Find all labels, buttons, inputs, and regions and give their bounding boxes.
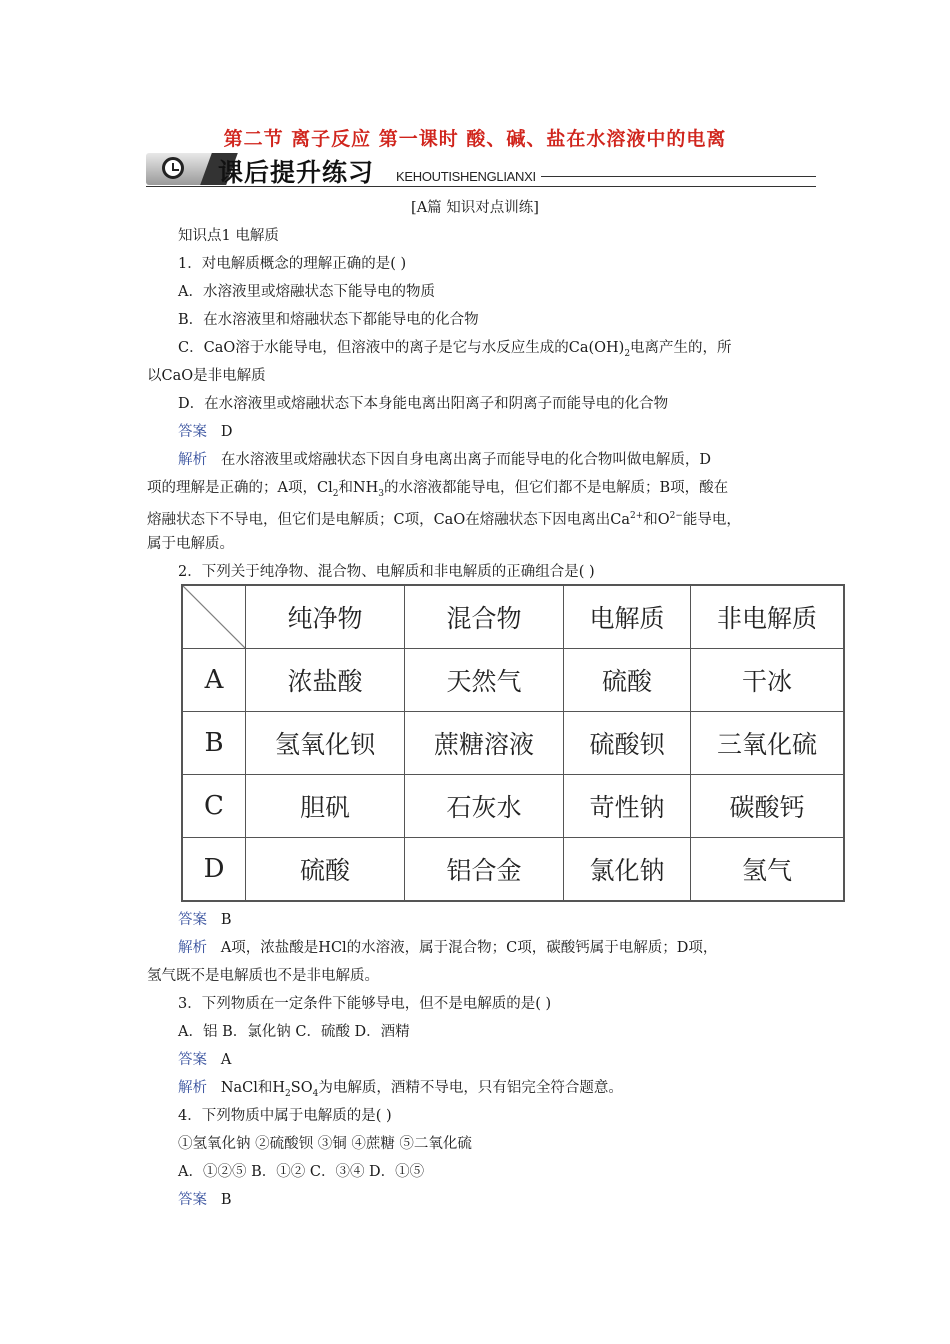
q1-option-c: C．CaO溶于水能导电，但溶液中的离子是它与水反应生成的$Ca(OH)_2$电离产生的，所 <box>178 340 732 359</box>
knowledge-point: 知识点1 电解质 <box>178 228 279 244</box>
table-cell: 硫酸 <box>246 837 405 901</box>
q3-answer: 答案 A <box>178 1052 232 1068</box>
q1-analysis-line2: 项的理解是正确的；A项，$Cl_2$和$NH_3$的水溶液都能导电，但它们都不是电解质；B项，酸在 <box>147 480 729 499</box>
banner-rule <box>146 186 816 187</box>
q4-items: ①氢氧化钠 ②硫酸钡 ③铜 ④蔗糖 ⑤二氧化硫 <box>178 1136 472 1152</box>
banner-pinyin: KEHOUTISHENGLIANXI <box>396 169 536 184</box>
q1-analysis-line4: 属于电解质。 <box>147 536 234 552</box>
q1-option-b: B．在水溶液里和熔融状态下都能导电的化合物 <box>178 312 479 328</box>
table-cell: 胆矾 <box>246 774 405 837</box>
q1-answer: 答案 D <box>178 424 233 440</box>
row-label: A <box>182 649 246 712</box>
section-banner <box>146 151 816 189</box>
table-cell: 石灰水 <box>405 774 564 837</box>
q1-option-d: D．在水溶液里或熔融状态下本身能电离出阳离子和阴离子而能导电的化合物 <box>178 396 669 412</box>
q1-option-a: A．水溶液里或熔融状态下能导电的物质 <box>178 284 435 300</box>
table-header-row <box>182 585 844 649</box>
table-row <box>182 712 844 775</box>
table-header: 电解质 <box>564 585 691 649</box>
q3-options: A．铝 B．氯化钠 C．硫酸 D．酒精 <box>178 1024 410 1040</box>
table-cell: 三氧化硫 <box>691 712 845 775</box>
table-cell: 天然气 <box>405 649 564 712</box>
table-cell: 氢氧化钡 <box>246 712 405 775</box>
table-header: 纯净物 <box>246 585 405 649</box>
q1-stem: 1．对电解质概念的理解正确的是( ) <box>178 256 407 272</box>
table-cell: 硫酸钡 <box>564 712 691 775</box>
table-row <box>182 837 844 901</box>
table-header: 非电解质 <box>691 585 845 649</box>
clock-icon <box>162 157 184 179</box>
row-label: D <box>182 837 246 901</box>
table-header: 混合物 <box>405 585 564 649</box>
table-row <box>182 774 844 837</box>
q3-stem: 3．下列物质在一定条件下能够导电，但不是电解质的是( ) <box>178 996 552 1012</box>
table-cell: 硫酸 <box>564 649 691 712</box>
section-heading: [A篇 知识对点训练] <box>411 200 539 216</box>
banner-rule <box>541 176 816 177</box>
q2-analysis: 解析 A项，浓盐酸是HCl的水溶液，属于混合物；C项，碳酸钙属于电解质；D项， <box>178 940 718 956</box>
table-cell: 氯化钠 <box>564 837 691 901</box>
table-cell: 浓盐酸 <box>246 649 405 712</box>
q4-stem: 4．下列物质中属于电解质的是( ) <box>178 1108 392 1124</box>
q2-stem: 2．下列关于纯净物、混合物、电解质和非电解质的正确组合是( ) <box>178 564 595 580</box>
q4-options: A．①②⑤ B．①② C．③④ D．①⑤ <box>178 1164 425 1180</box>
table-corner <box>182 585 246 649</box>
table-row <box>182 649 844 712</box>
table-cell: 碳酸钙 <box>691 774 845 837</box>
banner-label: 课后提升练习 <box>218 158 375 187</box>
table-cell: 铝合金 <box>405 837 564 901</box>
row-label: B <box>182 712 246 775</box>
q1-analysis: 解析 在水溶液里或熔融状态下因自身电离出离子而能导电的化合物叫做电解质，D <box>178 452 711 468</box>
q2-answer: 答案 B <box>178 912 232 928</box>
page-title: 第二节 离子反应 第一课时 酸、碱、盐在水溶液中的电离 <box>223 128 727 150</box>
q2-analysis-line2: 氢气既不是电解质也不是非电解质。 <box>147 968 379 984</box>
table-cell: 苛性钠 <box>564 774 691 837</box>
q2-table <box>181 584 845 902</box>
row-label: C <box>182 774 246 837</box>
q4-answer: 答案 B <box>178 1192 232 1208</box>
table-cell: 干冰 <box>691 649 845 712</box>
q1-analysis-line3: 熔融状态下不导电，但它们是电解质；C项，CaO在熔融状态下因电离出$Ca^{2+}$和$O^{2-}$能导电， <box>147 511 741 528</box>
q3-analysis: 解析 NaCl和$H_2SO_4$为电解质，酒精不导电，只有铝完全符合题意。 <box>178 1080 623 1099</box>
q1-option-c-cont: 以CaO是非电解质 <box>147 368 266 384</box>
table-cell: 蔗糖溶液 <box>405 712 564 775</box>
table-cell: 氢气 <box>691 837 845 901</box>
